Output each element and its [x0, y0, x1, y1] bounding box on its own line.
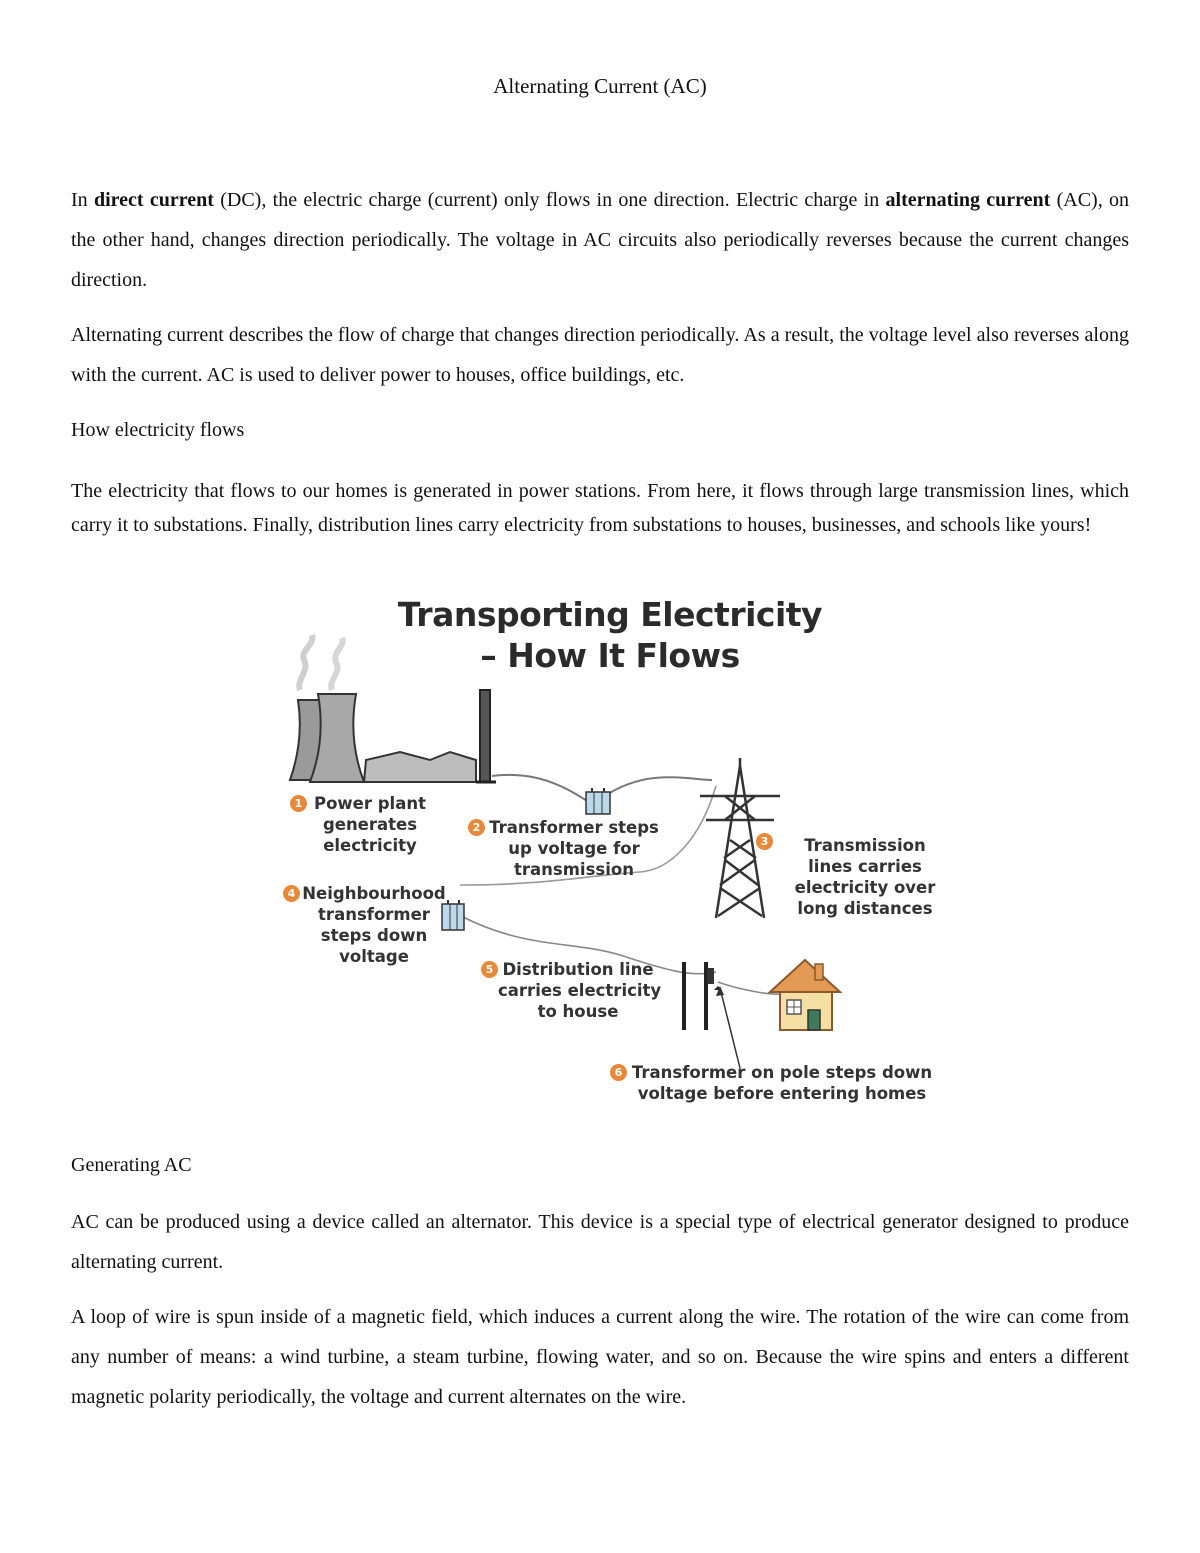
step-3-line-2: lines carries	[808, 857, 922, 876]
figure-title-line1: Transporting Electricity	[397, 595, 823, 634]
step-3-line-1: Transmission	[804, 836, 926, 855]
paragraph-dc-vs-ac	[71, 180, 1129, 300]
figure-transporting-electricity	[270, 590, 950, 1110]
heading-generating-ac: Generating AC	[71, 1154, 192, 1176]
step-5-line-2: carries electricity	[498, 981, 662, 1000]
step-4-line-3: steps down	[320, 926, 428, 945]
utility-pole-icon	[684, 962, 722, 1030]
step-3-line-4: long distances	[797, 899, 933, 918]
step-5-line-3: to house	[537, 1002, 619, 1021]
step-4-caption	[302, 883, 446, 967]
step-up-transformer-icon	[586, 788, 610, 814]
heading-how-electricity-flows: How electricity flows	[71, 419, 245, 441]
step-4-line-2: transformer	[318, 905, 430, 924]
step-2-caption	[488, 817, 660, 880]
step-1-line-2: generates	[322, 815, 418, 834]
step-2-line-2: up voltage for	[508, 839, 640, 858]
term-alternating-current: alternating current	[885, 189, 1051, 211]
step-2-line-3: transmission	[514, 860, 634, 879]
paragraph-ac-description: Alternating current describes the flow of charge that changes direction periodically. As a result, the voltage level also reverses along with the current. AC is used to deliver power to houses, office buildings, etc.	[71, 324, 1129, 386]
step-1-badge: 1	[290, 795, 307, 812]
step-6-badge: 6	[610, 1064, 627, 1081]
power-plant-icon	[290, 635, 496, 782]
term-direct-current: direct current	[93, 189, 214, 211]
step-1-line-1: Power plant	[314, 794, 426, 813]
figure-title-line2: – How It Flows	[480, 636, 740, 675]
p1-text-3: (AC), on the other hand, changes direction periodically. The voltage in AC circuits also periodically reverses because the current changes direction.	[71, 189, 1130, 291]
step-6-caption	[630, 1062, 934, 1104]
document-title: Alternating Current (AC)	[493, 74, 707, 98]
house-icon	[770, 960, 840, 1030]
step-5-line-1: Distribution line	[502, 960, 654, 979]
step-6-line-1: Transformer on pole steps down	[631, 1063, 933, 1082]
paragraph-alternator: AC can be produced using a device called an alternator. This device is a special type of electrical generator designed to produce alternating current.	[71, 1211, 1129, 1273]
p1-text-1: In	[71, 189, 94, 211]
step-3-caption	[790, 835, 940, 919]
step-4-line-4: voltage	[339, 947, 409, 966]
step-3-line-3: electricity over	[794, 878, 936, 897]
step-1-line-3: electricity	[323, 836, 417, 855]
step-5-caption	[498, 959, 662, 1022]
p1-text-2: (DC), the electric charge (current) only flows in one direction. Electric charge in	[213, 189, 886, 211]
step-3-badge: 3	[756, 833, 773, 850]
paragraph-wire-loop: A loop of wire is spun inside of a magnetic field, which induces a current along the wire. The rotation of the wire can come from any number of means: a wind turbine, a steam turbine, flowing water, and so on. Because the wire spins and enters a different magnetic polarity periodically, the voltage and current alternates on the wire.	[71, 1306, 1129, 1408]
step-4-badge: 4	[283, 885, 300, 902]
step-5-badge: 5	[481, 961, 498, 978]
step-4-line-1: Neighbourhood	[302, 884, 446, 903]
step-6-line-2: voltage before entering homes	[637, 1084, 927, 1103]
step-1-caption	[310, 793, 430, 856]
step-2-line-1: Transformer steps	[489, 818, 659, 837]
paragraph-electricity-flow: The electricity that flows to our homes is generated in power stations. From here, it flows through large transmission lines, which carry it to substations. Finally, distribution lines carry electricity from substations to houses, businesses, and schools like yours!	[71, 480, 1129, 536]
step-2-badge: 2	[468, 819, 485, 836]
